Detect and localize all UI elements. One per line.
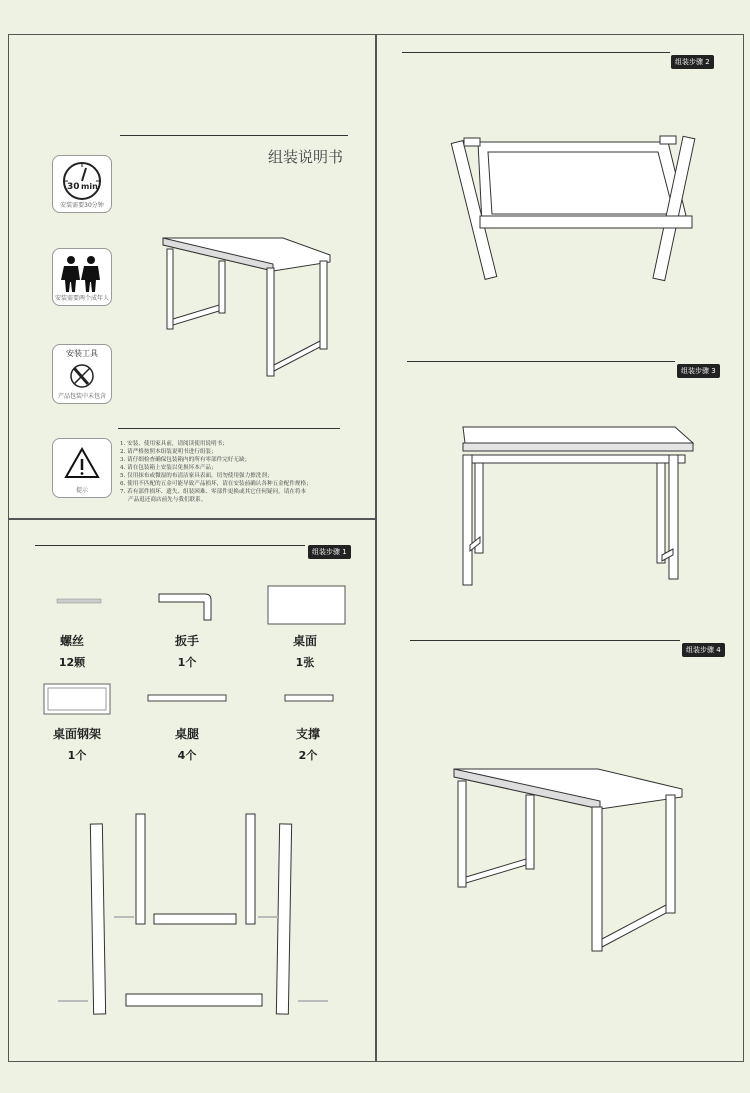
time-number: 30	[67, 182, 80, 192]
desk-overview-illustration	[155, 235, 355, 395]
step2-tag: 组装步骤 2	[671, 55, 714, 69]
people-icon-box	[52, 248, 112, 306]
step4-rule	[410, 640, 680, 641]
part-name: 螺丝	[59, 634, 84, 648]
note-item: 5. 仅用抹布或微湿的布清洁家具表面，切勿使用强力擦洗剂；	[120, 473, 273, 479]
time-unit: min	[81, 182, 98, 191]
part-name: 桌面	[292, 634, 317, 648]
part-qty: 2个	[298, 749, 318, 762]
note-item: 7. 若有部件损坏、遗失、组装困难、零部件更换或其它任何疑问，请在将本	[120, 489, 307, 495]
notes-rule	[118, 428, 340, 429]
part-name: 扳手	[174, 634, 199, 648]
part-qty: 1个	[67, 749, 87, 762]
people-caption: 安装需要两个成年人	[54, 295, 109, 302]
time-icon-box	[52, 155, 112, 213]
step4-tag: 组装步骤 4	[682, 643, 725, 657]
tools-icon-box	[52, 344, 112, 404]
note-item: 6. 使用不匹配的五金可能导致产品损坏，请在安装前确认各种五金配件规格；	[120, 481, 312, 487]
table-leg-illustration	[147, 694, 229, 704]
instruction-notes	[120, 440, 360, 504]
wrench-illustration	[155, 590, 215, 630]
title-rule	[120, 135, 348, 136]
note-item: 1. 安装、使用家具前，请阅读使用说明书；	[120, 441, 228, 447]
step3-illustration	[455, 425, 705, 585]
part-name: 桌面钢架	[52, 727, 101, 741]
step4-illustration	[450, 765, 690, 955]
tabletop-illustration	[267, 585, 347, 627]
exploded-legs-illustration	[50, 812, 350, 1042]
time-caption: 安装需要30分钟	[60, 202, 104, 209]
part-name: 支撑	[295, 727, 320, 741]
note-item: 4. 请在包装箱上安装以免损坏本产品；	[120, 465, 217, 471]
step3-rule	[407, 361, 675, 362]
warning-caption: 提示	[75, 487, 88, 494]
tools-caption: 产品包装中未包含	[57, 393, 106, 400]
part-qty: 1个	[177, 656, 197, 669]
warning-icon-box	[52, 438, 112, 498]
support-bar-illustration	[284, 694, 336, 704]
screw-illustration	[57, 598, 107, 604]
page-title: 组装说明书	[268, 148, 344, 166]
step2-illustration	[440, 130, 700, 280]
steel-frame-illustration	[43, 683, 113, 717]
part-name: 桌腿	[174, 727, 199, 741]
step3-tag: 组装步骤 3	[677, 364, 720, 378]
step1-tag: 组装步骤 1	[308, 545, 351, 559]
note-item: 2. 请严格按照本组装说明书进行组装；	[120, 449, 217, 455]
part-qty: 1张	[295, 656, 315, 669]
note-item: 3. 请仔细检查确保包装箱内的所有零部件完好无缺；	[120, 457, 251, 463]
part-qty: 4个	[177, 749, 197, 762]
step1-rule	[35, 545, 305, 546]
tools-heading: 安装工具	[66, 349, 98, 358]
step2-rule	[402, 52, 670, 53]
part-qty: 12颗	[58, 656, 86, 669]
note-item: 产品退还商店前先与我们联系。	[128, 497, 207, 503]
